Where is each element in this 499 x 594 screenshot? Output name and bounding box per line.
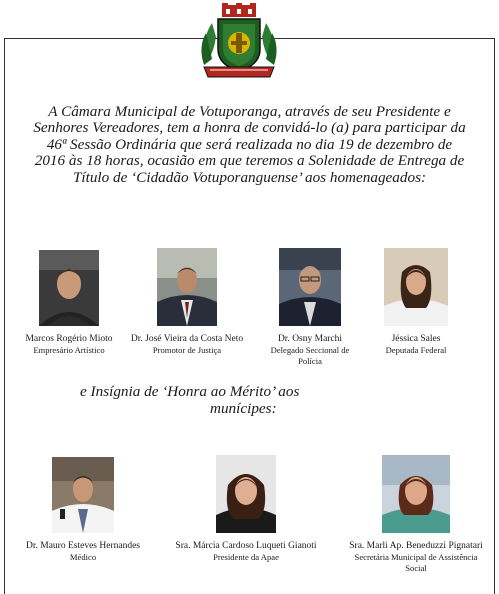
insignia-line-2: munícipes: bbox=[210, 400, 277, 417]
honoree-name: Dr. Osny Marchi bbox=[277, 334, 343, 344]
honoree-role: Empresário Artístico bbox=[33, 345, 105, 355]
citizen-name: Sra. Marli Ap. Beneduzzi Pignatari bbox=[349, 541, 483, 551]
insignia-heading bbox=[80, 383, 380, 417]
honoree-card bbox=[14, 250, 124, 356]
citizen-photo bbox=[216, 455, 276, 533]
citizen-photo bbox=[52, 457, 114, 533]
honoree-photo bbox=[39, 250, 99, 326]
citizen-role: Secretária Municipal de Assistência Social bbox=[354, 552, 478, 573]
honoree-name: Dr. José Vieira da Costa Neto bbox=[130, 334, 244, 344]
honoree-photo bbox=[157, 248, 217, 326]
citizen-role: Presidente da Apae bbox=[213, 552, 279, 562]
honoree-name: Jéssica Sales bbox=[391, 334, 441, 344]
honoree-name: Marcos Rogério Mioto bbox=[25, 334, 113, 344]
honoree-role: Delegado Seccional de Polícia bbox=[270, 345, 350, 366]
honoree-photo bbox=[384, 248, 448, 326]
citizen-card bbox=[8, 457, 158, 563]
citizen-name: Sra. Márcia Cardoso Luqueti Gianoti bbox=[175, 541, 317, 551]
coat-of-arms-icon bbox=[198, 3, 280, 81]
citizen-card bbox=[164, 455, 328, 563]
honoree-card bbox=[368, 248, 464, 356]
citizen-name: Dr. Mauro Esteves Hernandes bbox=[26, 541, 140, 551]
honoree-card bbox=[128, 248, 246, 356]
honoree-role: Promotor de Justiça bbox=[152, 345, 222, 355]
insignia-line-1: e Insígnia de ‘Honra ao Mérito’ aos bbox=[80, 383, 300, 400]
citizen-card bbox=[344, 455, 488, 574]
citizen-photo bbox=[382, 455, 450, 533]
citizen-role: Médico bbox=[69, 552, 97, 562]
honoree-card bbox=[262, 248, 358, 367]
invitation-text: A Câmara Municipal de Votuporanga, através de seu Presidente e Senhores Vereadores, tem a honra de convidá-lo (a) para participar da 46ª Sessão Ordinária que será realizada no dia 19 de dezembro de 2016 às 18 horas, ocasião em que teremos a Solenidade de Entrega de Título de ‘Cidadão Votuporanguense’ aos homenageados: bbox=[33, 103, 466, 186]
honoree-photo bbox=[279, 248, 341, 326]
honoree-role: Deputada Federal bbox=[385, 345, 447, 355]
